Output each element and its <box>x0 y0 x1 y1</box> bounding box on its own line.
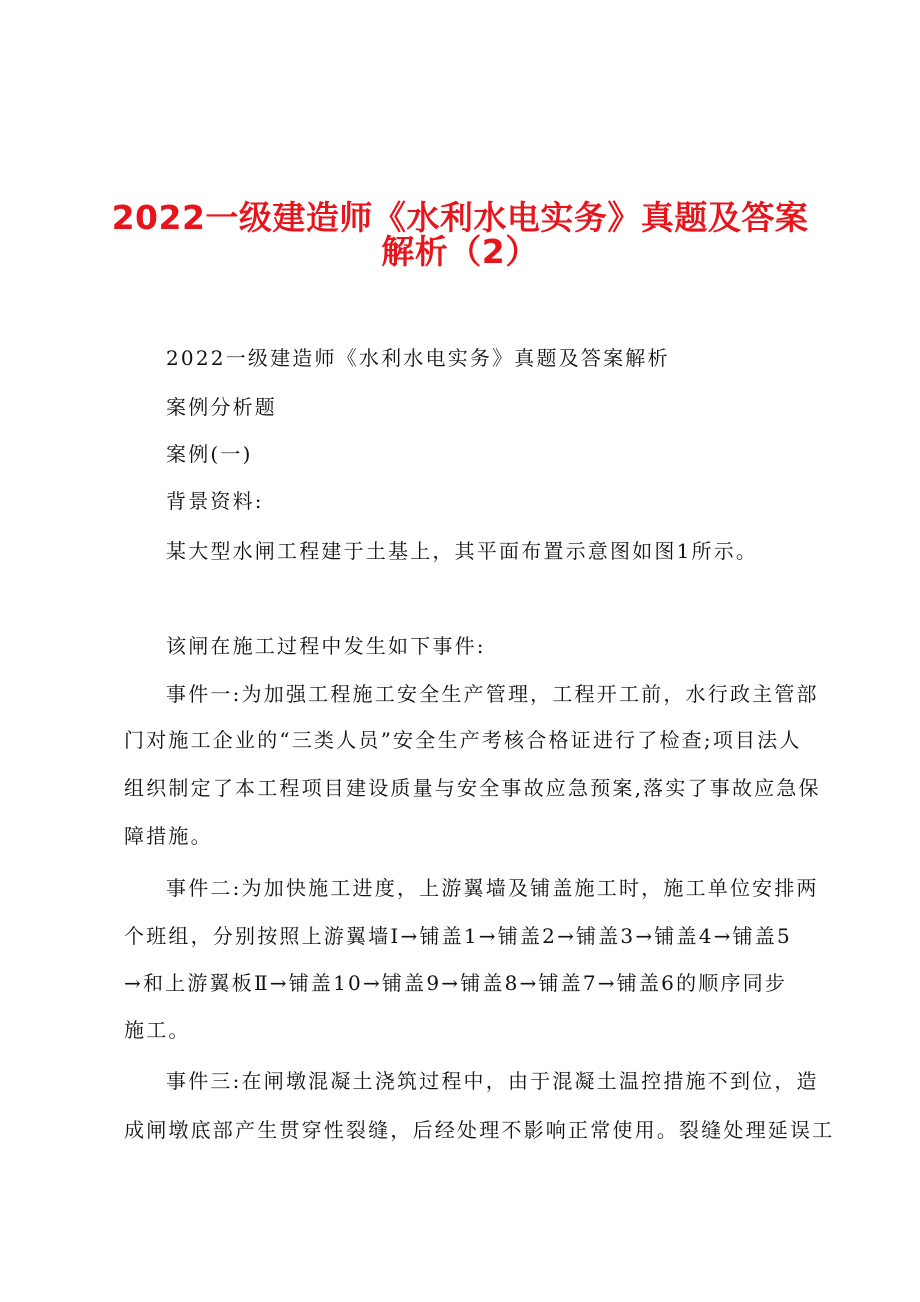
paragraph-event-1-line-4: 障措施。 <box>124 824 213 848</box>
paragraph-event-1-line-3: 组织制定了本工程项目建设质量与安全事故应急预案,落实了事故应急保 <box>124 776 821 800</box>
paragraph-event-2-line-1: 事件二:为加快施工进度，上游翼墙及铺盖施工时，施工单位安排两 <box>166 876 819 900</box>
paragraph-event-3-line-2: 成闸墩底部产生贯穿性裂缝，后经处理不影响正常使用。裂缝处理延误工 <box>124 1118 835 1142</box>
paragraph-event-1-line-2: 门对施工企业的“三类人员”安全生产考核合格证进行了检查;项目法人 <box>124 728 802 752</box>
paragraph-event-1-line-1: 事件一:为加强工程施工安全生产管理，工程开工前，水行政主管部 <box>166 682 819 706</box>
paragraph-case-heading: 案例(一) <box>166 442 253 466</box>
paragraph-event-2-line-4: 施工。 <box>124 1018 191 1042</box>
document-title-line-1: 2022一级建造师《水利水电实务》真题及答案 <box>111 198 809 237</box>
paragraph-events-intro: 该闸在施工过程中发生如下事件: <box>166 634 486 658</box>
paragraph-section-heading: 案例分析题 <box>166 395 277 419</box>
paragraph-background-text: 某大型水闸工程建于土基上，其平面布置示意图如图1所示。 <box>166 539 759 563</box>
paragraph-background-label: 背景资料: <box>166 489 264 513</box>
paragraph-event-3-line-1: 事件三:在闸墩混凝土浇筑过程中，由于混凝土温控措施不到位，造 <box>166 1069 819 1093</box>
paragraph-event-2-line-3: →和上游翼板Ⅱ→铺盖10→铺盖9→铺盖8→铺盖7→铺盖6的顺序同步 <box>124 971 788 995</box>
paragraph-doc-heading: 2022一级建造师《水利水电实务》真题及答案解析 <box>166 346 670 370</box>
paragraph-event-2-line-2: 个班组，分别按照上游翼墙Ⅰ→铺盖1→铺盖2→铺盖3→铺盖4→铺盖5 <box>124 924 792 948</box>
document-title-line-2: 解析（2） <box>381 232 539 271</box>
